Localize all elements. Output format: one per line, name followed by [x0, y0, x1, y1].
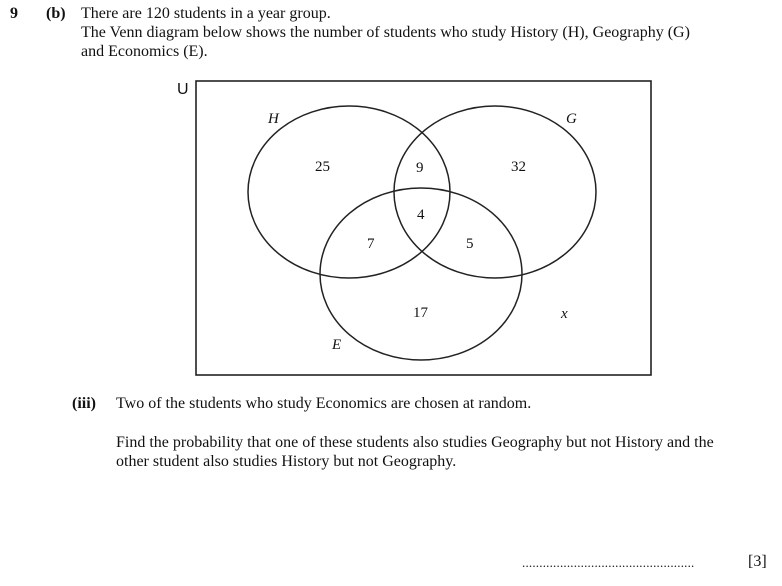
- region-e-only-value: 17: [413, 305, 428, 321]
- region-h-e-value: 7: [367, 236, 375, 252]
- universal-set-box: [196, 81, 651, 375]
- subpart-question-line: Find the probability that one of these students also studies Geography but not History and the: [116, 434, 714, 451]
- region-h-only-value: 25: [315, 159, 330, 175]
- subpart-question-line-2: other student also studies History but not Geography.: [116, 453, 457, 470]
- universal-set-label: U: [177, 81, 189, 98]
- question-part-label: (b): [46, 5, 66, 22]
- set-g-circle: [394, 106, 596, 278]
- set-h-circle: [248, 106, 450, 278]
- set-e-label: E: [332, 337, 342, 353]
- question-description-line-2: and Economics (E).: [81, 43, 208, 60]
- question-intro-line: There are 120 students in a year group.: [81, 5, 331, 22]
- set-h-label: H: [268, 111, 279, 127]
- set-g-label: G: [566, 111, 577, 127]
- subpart-statement: Two of the students who study Economics are chosen at random.: [116, 395, 532, 412]
- region-all-value: 4: [417, 207, 425, 223]
- region-outside-value: x: [561, 306, 568, 322]
- question-description-line: The Venn diagram below shows the number of students who study History (H), Geography (G): [81, 24, 690, 41]
- question-number: 9: [10, 5, 18, 22]
- answer-line[interactable]: ..................................................: [522, 555, 695, 570]
- marks-label: [3]: [748, 553, 767, 570]
- region-h-g-value: 9: [416, 160, 424, 176]
- subpart-label: (iii): [72, 395, 96, 412]
- region-g-only-value: 32: [511, 159, 526, 175]
- region-g-e-value: 5: [466, 236, 474, 252]
